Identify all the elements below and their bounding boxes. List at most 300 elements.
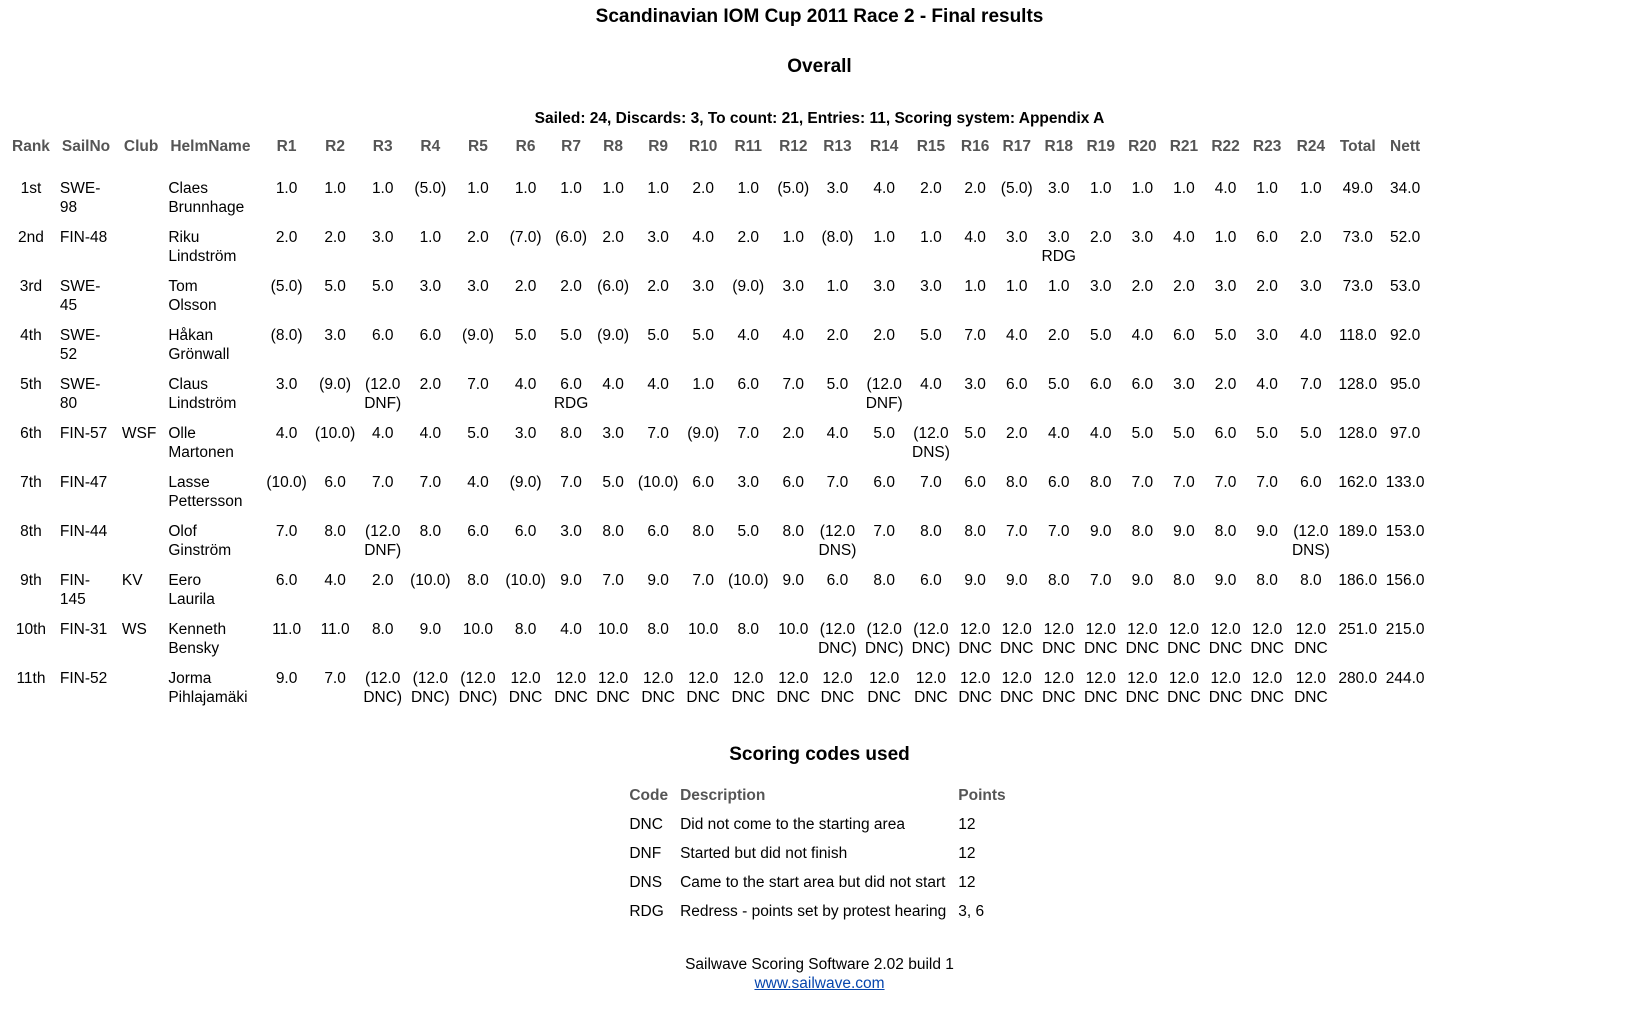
race-score-r4 [406, 323, 455, 372]
score-line: 5.0 [1047, 376, 1070, 393]
race-score-r23 [1246, 176, 1288, 225]
sailno-cell [56, 323, 118, 372]
score-line: (8.0) [821, 229, 854, 246]
column-header-r23: R23 [1252, 138, 1282, 155]
rank-cell: 6th [20, 425, 42, 442]
race-score-r23 [1246, 519, 1288, 568]
race-score-r9 [634, 176, 683, 225]
race-score-r20 [1122, 519, 1164, 568]
helm-line: Lasse [168, 474, 210, 491]
race-score-r3 [359, 323, 406, 372]
score-line: 2.0 [371, 572, 394, 589]
race-score-r18 [1038, 568, 1080, 617]
helm-cell [164, 372, 262, 421]
race-score-r11 [724, 323, 773, 372]
score-line: 4.0 [1300, 327, 1322, 344]
race-score-r5 [455, 274, 502, 323]
race-score-r14 [861, 470, 908, 519]
column-header-r21: R21 [1169, 138, 1199, 155]
column-header-r24: R24 [1296, 138, 1326, 155]
score-line: 7.0 [467, 376, 489, 393]
race-score-r13 [814, 421, 861, 470]
footer [0, 955, 1639, 993]
race-score-r5 [455, 519, 502, 568]
race-score-r23 [1246, 274, 1288, 323]
score-line: 5.0 [647, 327, 669, 344]
race-score-r19 [1080, 176, 1122, 225]
race-score-r3 [359, 372, 406, 421]
score-line: 2.0 [737, 229, 760, 246]
race-score-r4 [406, 274, 455, 323]
race-score-r7 [550, 176, 592, 225]
race-score-r18 [1038, 666, 1080, 715]
score-line: 4.0 [514, 376, 537, 393]
score-line: 2.0 [1214, 376, 1237, 393]
race-score-r19 [1080, 568, 1122, 617]
sailno-cell [56, 617, 118, 666]
race-score-r1 [262, 274, 311, 323]
race-score-r17 [996, 519, 1038, 568]
helm-cell [164, 176, 262, 225]
score-line: 2.0 [1131, 278, 1154, 295]
score-line: 7.0 [1005, 523, 1028, 540]
score-line: (5.0) [270, 278, 303, 295]
score-line: 1.0 [920, 229, 942, 246]
helm-line: Pettersson [168, 492, 243, 510]
score-line: 10.0 [462, 621, 494, 638]
race-score-r6 [501, 666, 550, 715]
codes-header-description: Description [680, 787, 766, 804]
score-line: 4.0 [737, 327, 760, 344]
score-line: 5.0 [371, 278, 394, 295]
score-line: 3.0 [419, 278, 442, 295]
race-score-r1 [262, 421, 311, 470]
race-score-r7 [550, 666, 592, 715]
helm-line: Olsson [168, 296, 217, 314]
total-cell: 189.0 [1338, 523, 1378, 540]
race-score-r17 [996, 176, 1038, 225]
results-row [6, 617, 1429, 666]
score-line: DNS) [818, 541, 857, 559]
score-line: DNC [554, 688, 588, 706]
score-line: 6.0 [1214, 425, 1237, 442]
score-line: 12.0 [598, 670, 629, 687]
race-score-r2 [311, 176, 360, 225]
score-line: 3.0 [1047, 229, 1070, 246]
race-score-r24 [1288, 225, 1334, 274]
code-points: 12 [958, 874, 976, 891]
results-table [6, 131, 1429, 715]
race-score-r2 [311, 421, 360, 470]
score-line: 3.0 [467, 278, 489, 295]
race-score-r16 [954, 470, 996, 519]
score-line: 5.0 [873, 425, 895, 442]
race-score-r20 [1122, 372, 1164, 421]
score-line: 1.0 [514, 180, 537, 197]
score-line: 1.0 [602, 180, 624, 197]
score-line: (6.0) [555, 229, 587, 246]
race-score-r14 [861, 666, 908, 715]
race-score-r13 [814, 372, 861, 421]
score-line: 1.0 [275, 180, 298, 197]
score-line: DNC [958, 639, 992, 657]
race-score-r21 [1163, 666, 1205, 715]
score-line: 5.0 [737, 523, 760, 540]
club-cell [118, 274, 164, 323]
score-line: 9.0 [782, 572, 805, 589]
score-line: 7.0 [560, 474, 582, 491]
column-header-r22: R22 [1211, 138, 1240, 155]
column-header-r1: R1 [276, 138, 297, 155]
score-line: 12.0 [869, 670, 900, 687]
score-line: 1.0 [692, 376, 714, 393]
race-score-r22 [1205, 225, 1247, 274]
score-line: 6.0 [1089, 376, 1112, 393]
race-score-r10 [682, 323, 724, 372]
race-score-r13 [814, 274, 861, 323]
score-line: 2.0 [692, 180, 714, 197]
score-line: 12.0 [1295, 670, 1326, 687]
race-score-r18 [1038, 519, 1080, 568]
race-score-r24 [1288, 568, 1334, 617]
helm-line: Tom [168, 278, 198, 295]
race-score-r5 [455, 225, 502, 274]
results-row [6, 519, 1429, 568]
column-header-r15: R15 [916, 138, 946, 155]
race-score-r1 [262, 519, 311, 568]
score-line: 9.0 [1214, 572, 1237, 589]
helm-line: Laurila [168, 590, 215, 608]
race-score-r18 [1038, 225, 1080, 274]
score-line: DNC [1041, 639, 1076, 657]
score-line: 7.0 [371, 474, 394, 491]
score-line: 1.0 [1047, 278, 1070, 295]
sailno-line: 52 [59, 345, 78, 363]
race-score-r10 [682, 666, 724, 715]
nett-cell: 156.0 [1385, 572, 1425, 589]
codes-header-points: Points [958, 787, 1006, 804]
score-line: 3.0 [964, 376, 986, 393]
score-line: 8.0 [873, 572, 895, 589]
race-score-r2 [311, 666, 360, 715]
score-line: 7.0 [1214, 474, 1237, 491]
sailno-cell [56, 568, 118, 617]
score-line: 1.0 [324, 180, 346, 197]
score-line: (12.0 [866, 621, 902, 638]
race-score-r11 [724, 176, 773, 225]
score-line: 4.0 [964, 229, 986, 246]
code-description: Redress - points set by protest hearing [680, 903, 947, 920]
race-score-r11 [724, 470, 773, 519]
code-row [623, 811, 1011, 840]
column-header-r11: R11 [734, 138, 763, 155]
race-score-r12 [772, 274, 814, 323]
race-score-r19 [1080, 519, 1122, 568]
sailwave-link[interactable]: www.sailwave.com [754, 975, 885, 992]
score-line: 12.0 [1252, 621, 1283, 638]
race-score-r15 [908, 176, 955, 225]
race-score-r1 [262, 470, 311, 519]
race-score-r21 [1163, 617, 1205, 666]
codes-title: Scoring codes used [729, 744, 910, 765]
score-line: 12.0 [960, 621, 991, 638]
score-line: (9.0) [597, 327, 630, 344]
score-line: 8.0 [782, 523, 805, 540]
score-line: 5.0 [602, 474, 624, 491]
score-line: 4.0 [1089, 425, 1112, 442]
score-line: DNS) [912, 443, 950, 461]
score-line: 3.0 [782, 278, 805, 295]
code-cell: DNC [629, 816, 663, 833]
score-line: (12.0 [365, 376, 401, 393]
score-line: 1.0 [1214, 229, 1237, 246]
helm-cell [164, 666, 262, 715]
score-line: 10.0 [598, 621, 629, 638]
helm-line: Grönwall [168, 345, 230, 363]
score-line: (10.0) [505, 572, 546, 589]
score-line: 4.0 [1214, 180, 1237, 197]
score-line: DNC [999, 639, 1034, 657]
nett-cell: 244.0 [1385, 670, 1425, 687]
race-score-r5 [455, 421, 502, 470]
club-cell: WSF [121, 425, 157, 442]
race-score-r24 [1288, 421, 1334, 470]
score-line: DNC [1167, 688, 1201, 706]
score-line: 4.0 [782, 327, 805, 344]
score-line: DNC [914, 688, 948, 706]
score-line: DNC [1250, 688, 1284, 706]
race-score-r22 [1205, 421, 1247, 470]
score-line: 6.0 [419, 327, 442, 344]
helm-cell [164, 421, 262, 470]
score-line: 1.0 [560, 180, 582, 197]
score-line: 6.0 [647, 523, 669, 540]
race-score-r9 [634, 274, 683, 323]
race-score-r8 [592, 568, 634, 617]
race-score-r11 [724, 421, 773, 470]
total-cell: 128.0 [1338, 376, 1378, 393]
score-line: 4.0 [560, 621, 582, 638]
score-line: 7.0 [1300, 376, 1322, 393]
race-score-r4 [406, 176, 455, 225]
race-score-r1 [262, 568, 311, 617]
race-score-r5 [455, 568, 502, 617]
score-line: 5.0 [826, 376, 849, 393]
nett-cell: 95.0 [1390, 376, 1421, 393]
score-line: 6.0 [1256, 229, 1278, 246]
helm-line: Martonen [168, 443, 234, 461]
helm-cell [164, 617, 262, 666]
code-points: 3, 6 [958, 903, 985, 920]
race-score-r6 [501, 274, 550, 323]
race-score-r16 [954, 372, 996, 421]
race-score-r13 [814, 323, 861, 372]
helm-cell [164, 519, 262, 568]
club-cell: KV [121, 572, 143, 589]
score-line: (5.0) [414, 180, 447, 197]
score-line: 3.0 [1173, 376, 1195, 393]
score-line: 6.0 [692, 474, 714, 491]
race-score-r6 [501, 568, 550, 617]
helm-line: Bensky [168, 639, 220, 657]
race-score-r3 [359, 617, 406, 666]
race-score-r22 [1205, 666, 1247, 715]
score-line: 6.0 [275, 572, 298, 589]
sailno-cell [56, 519, 118, 568]
score-line: 7.0 [1089, 572, 1112, 589]
rank-cell: 10th [15, 621, 47, 638]
race-score-r23 [1246, 666, 1288, 715]
race-score-r17 [996, 225, 1038, 274]
total-cell: 49.0 [1342, 180, 1373, 197]
race-score-r5 [455, 617, 502, 666]
race-score-r12 [772, 323, 814, 372]
score-line: 2.0 [419, 376, 442, 393]
score-line: 3.0 [1256, 327, 1278, 344]
race-score-r20 [1122, 274, 1164, 323]
score-line: 3.0 [737, 474, 760, 491]
race-score-r9 [634, 519, 683, 568]
race-score-r1 [262, 323, 311, 372]
score-line: 3.0 [1214, 278, 1237, 295]
score-line: (5.0) [777, 180, 810, 197]
race-score-r5 [455, 176, 502, 225]
race-score-r20 [1122, 617, 1164, 666]
score-line: 6.0 [1300, 474, 1322, 491]
score-line: DNC [1083, 688, 1118, 706]
race-score-r18 [1038, 323, 1080, 372]
sailno-cell [56, 470, 118, 519]
race-score-r14 [861, 323, 908, 372]
race-score-r20 [1122, 176, 1164, 225]
race-score-r11 [724, 274, 773, 323]
results-row [6, 421, 1429, 470]
sailno-cell [56, 176, 118, 225]
race-score-r12 [772, 666, 814, 715]
score-line: 2.0 [467, 229, 489, 246]
race-score-r13 [814, 617, 861, 666]
score-line: (9.0) [687, 425, 720, 442]
race-score-r15 [908, 225, 955, 274]
race-score-r3 [359, 470, 406, 519]
race-score-r12 [772, 421, 814, 470]
race-score-r4 [406, 372, 455, 421]
race-score-r14 [861, 176, 908, 225]
score-line: 6.0 [782, 474, 805, 491]
column-header-nett: Nett [1390, 138, 1421, 155]
score-line: 5.0 [1214, 327, 1237, 344]
score-line: 6.0 [737, 376, 760, 393]
race-score-r24 [1288, 274, 1334, 323]
race-score-r21 [1163, 372, 1205, 421]
race-score-r7 [550, 568, 592, 617]
score-line: 4.0 [873, 180, 895, 197]
score-line: 2.0 [324, 229, 346, 246]
helm-line: Ginström [168, 541, 232, 559]
results-row [6, 225, 1429, 274]
club-cell [118, 519, 164, 568]
score-line: 7.0 [1131, 474, 1154, 491]
score-line: 9.0 [1173, 523, 1195, 540]
race-score-r9 [634, 421, 683, 470]
sailno-line: SWE- [59, 376, 101, 393]
race-score-r17 [996, 372, 1038, 421]
column-header-rank: Rank [12, 138, 50, 155]
score-line: 8.0 [560, 425, 582, 442]
score-line: 4.0 [324, 572, 346, 589]
results-row [6, 568, 1429, 617]
score-line: 6.0 [324, 474, 346, 491]
club-cell [118, 470, 164, 519]
race-score-r9 [634, 568, 683, 617]
club-cell [118, 666, 164, 715]
race-score-r23 [1246, 568, 1288, 617]
column-header-r9: R9 [648, 138, 669, 155]
race-score-r16 [954, 617, 996, 666]
race-score-r4 [406, 519, 455, 568]
score-line: 12.0 [1210, 621, 1241, 638]
race-score-r19 [1080, 225, 1122, 274]
race-score-r10 [682, 421, 724, 470]
score-line: 8.0 [1131, 523, 1154, 540]
race-score-r6 [501, 617, 550, 666]
score-line: DNF) [364, 541, 402, 559]
column-header-r17: R17 [1002, 138, 1031, 155]
score-line: 1.0 [1005, 278, 1028, 295]
score-line: 2.0 [602, 229, 624, 246]
score-line: 2.0 [647, 278, 669, 295]
score-line: 1.0 [1256, 180, 1278, 197]
race-score-r21 [1163, 225, 1205, 274]
race-score-r23 [1246, 470, 1288, 519]
score-line: 3.0 [826, 180, 849, 197]
score-line: 4.0 [920, 376, 942, 393]
score-line: 12.0 [643, 670, 674, 687]
score-line: 3.0 [324, 327, 346, 344]
race-score-r2 [311, 274, 360, 323]
race-score-r7 [550, 421, 592, 470]
race-score-r5 [455, 323, 502, 372]
score-line: (12.0 [412, 670, 449, 687]
score-line: 7.0 [1173, 474, 1195, 491]
nett-cell: 53.0 [1390, 278, 1421, 295]
sailno-line: 45 [59, 296, 78, 314]
score-line: 4.0 [647, 376, 669, 393]
race-score-r9 [634, 225, 683, 274]
race-score-r9 [634, 666, 683, 715]
race-score-r22 [1205, 470, 1247, 519]
score-line: 7.0 [782, 376, 805, 393]
rank-cell: 2nd [18, 229, 44, 246]
race-score-r19 [1080, 421, 1122, 470]
score-line: DNC [641, 688, 675, 706]
score-line: DNC [731, 688, 766, 706]
score-line: 4.0 [371, 425, 394, 442]
score-line: 2.0 [920, 180, 942, 197]
score-line: 1.0 [873, 229, 895, 246]
score-line: 8.0 [419, 523, 442, 540]
sailno-cell [56, 372, 118, 421]
score-line: 1.0 [419, 229, 442, 246]
column-header-club: Club [123, 138, 159, 155]
score-line: 8.0 [1300, 572, 1322, 589]
race-score-r1 [262, 617, 311, 666]
score-line: 5.0 [467, 425, 489, 442]
column-header-r18: R18 [1044, 138, 1073, 155]
score-line: 9.0 [1131, 572, 1154, 589]
race-score-r8 [592, 225, 634, 274]
score-line: 8.0 [964, 523, 986, 540]
